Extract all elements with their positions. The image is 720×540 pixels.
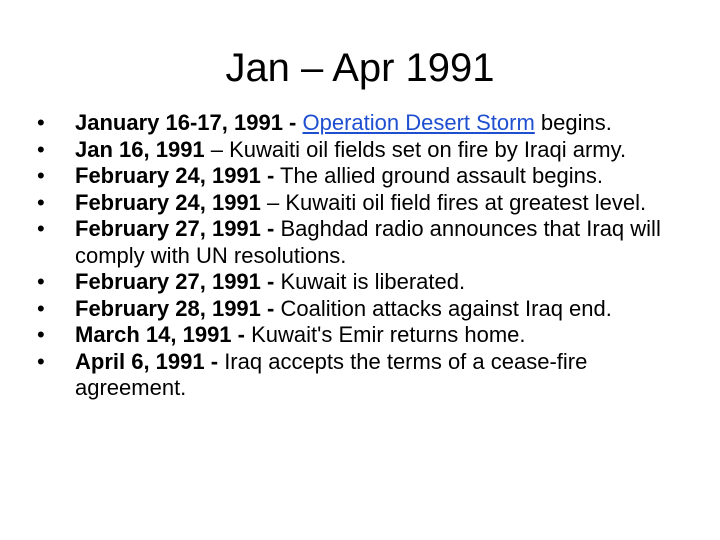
slide-title: Jan – Apr 1991 xyxy=(225,46,495,90)
list-item xyxy=(36,269,704,296)
bullet-list xyxy=(36,110,704,402)
event-date: Jan 16, 1991 xyxy=(75,136,205,162)
event-text: The allied ground assault begins. xyxy=(274,163,603,188)
bullet-icon: • xyxy=(37,216,45,241)
list-item xyxy=(36,137,704,164)
event-text: – Kuwaiti oil field fires at greatest level. xyxy=(260,189,647,215)
bullet-icon: • xyxy=(37,189,45,215)
list-item xyxy=(36,322,704,349)
list-item xyxy=(36,190,704,217)
event-text: begins. xyxy=(534,110,612,135)
event-date: March 14, 1991 - xyxy=(75,322,245,347)
list-item xyxy=(36,110,704,137)
bullet-icon: • xyxy=(37,295,45,321)
bullet-icon: • xyxy=(37,163,45,188)
event-text: Coalition attacks against Iraq end. xyxy=(274,295,612,321)
bullet-icon: • xyxy=(37,110,45,135)
bullet-icon: • xyxy=(37,269,45,294)
bullet-icon: • xyxy=(37,322,45,347)
operation-desert-storm-link[interactable]: Operation Desert Storm xyxy=(302,110,535,135)
event-date: February 28, 1991 - xyxy=(75,295,275,321)
event-date: February 27, 1991 - xyxy=(75,269,275,294)
event-date: January 16-17, 1991 - xyxy=(75,110,297,135)
event-text: Baghdad radio announces that Iraq will comply with UN resolutions. xyxy=(75,216,661,268)
event-text: – Kuwaiti oil fields set on fire by Iraqi army. xyxy=(204,136,627,162)
list-item xyxy=(36,216,704,269)
event-text: Iraq accepts the terms of a cease-fire agreement. xyxy=(75,348,588,400)
event-date: April 6, 1991 - xyxy=(75,348,219,374)
list-item xyxy=(36,349,704,402)
bullet-icon: • xyxy=(37,136,45,162)
event-text: Kuwait is liberated. xyxy=(274,269,466,294)
event-text: Kuwait's Emir returns home. xyxy=(244,322,526,347)
event-date: February 24, 1991 xyxy=(75,189,261,215)
event-date: February 24, 1991 - xyxy=(75,163,275,188)
list-item xyxy=(36,296,704,323)
event-date: February 27, 1991 - xyxy=(75,216,275,241)
bullet-icon: • xyxy=(37,348,45,374)
list-item xyxy=(36,163,704,190)
